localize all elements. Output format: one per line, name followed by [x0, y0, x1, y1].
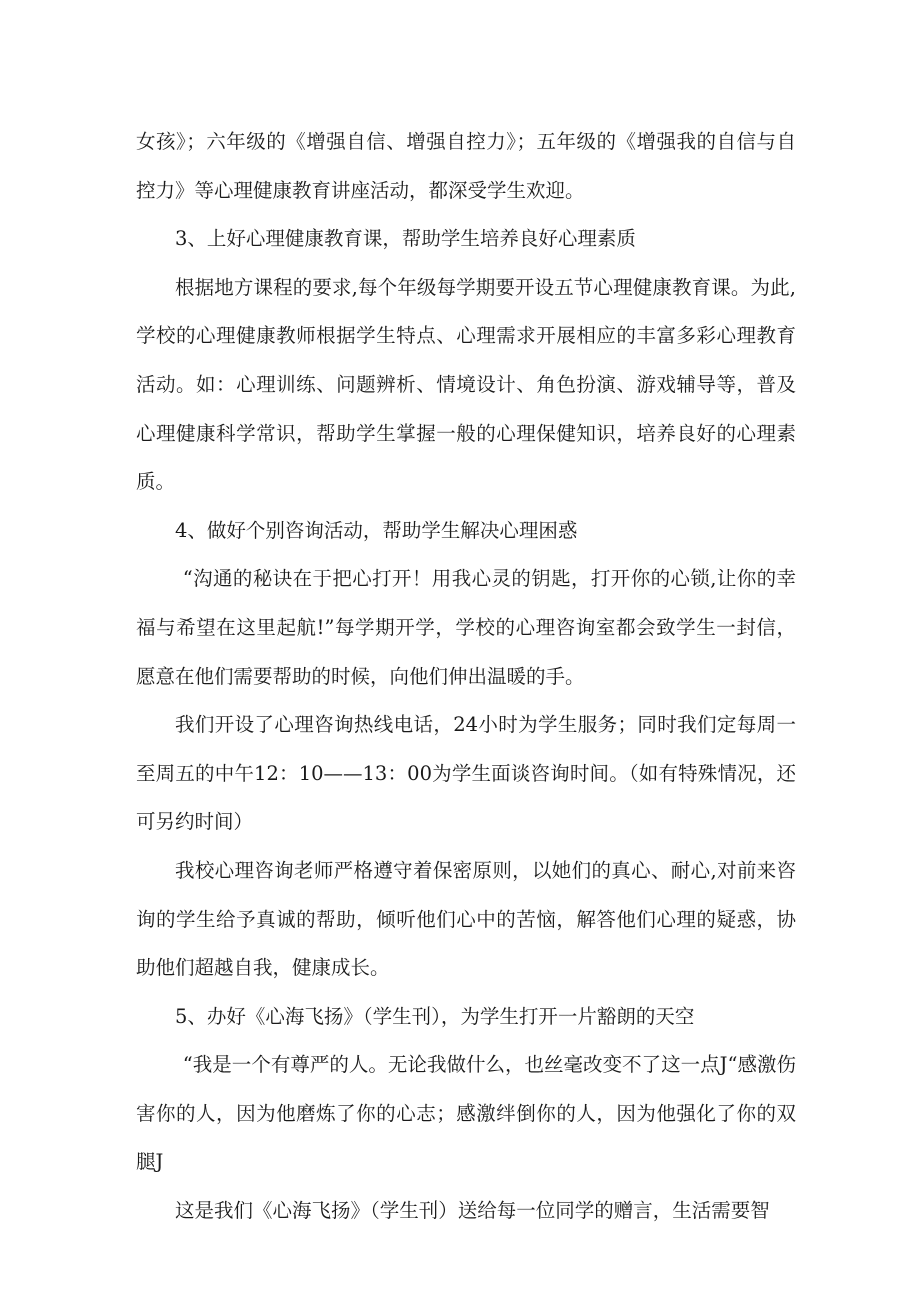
paragraph-lecture-activities: 女孩》；六年级的《增强自信、增强自控力》；五年级的《增强我的自信与自控力》等心理健康教育讲座活动，都深受学生欢迎。 — [136, 130, 796, 202]
paragraph-hotline: 我们开设了心理咨询热线电话，24小时为学生服务；同时我们定每周一至周五的中午12：10——13：00为学生面谈咨询时间。（如有特殊情况，还可另约时间） — [136, 713, 796, 834]
paragraph-communication-quote: “沟通的秘诀在于把心打开！用我心灵的钥匙，打开你的心锁,让你的幸福与希望在这里起航!”每学期开学，学校的心理咨询室都会致学生一封信，愿意在他们需要帮助的时候，向他们伸出温暖的手。 — [136, 567, 796, 688]
paragraph-dignity-quote: “我是一个有尊严的人。无论我做什么，也丝毫改变不了这一点J“感激伤害你的人，因为他磨炼了你的心志；感激绊倒你的人，因为他强化了你的双腿J — [136, 1053, 796, 1174]
paragraph-confidentiality: 我校心理咨询老师严格遵守着保密原则，以她们的真心、耐心,对前来咨询的学生给予真诚的帮助，倾听他们心中的苦恼，解答他们心理的疑惑，协助他们超越自我，健康成长。 — [136, 858, 796, 980]
heading-item-5: 5、办好《心海飞扬》（学生刊），为学生打开一片豁朗的天空 — [175, 1004, 695, 1028]
heading-item-4: 4、做好个别咨询活动，帮助学生解决心理困惑 — [175, 518, 578, 542]
paragraph-magazine-gift: 这是我们《心海飞扬》（学生刊）送给每一位同学的赠言，生活需要智 — [175, 1199, 770, 1223]
document-body — [136, 118, 796, 1236]
paragraph-curriculum: 根据地方课程的要求,每个年级每学期要开设五节心理健康教育课。为此,学校的心理健康教师根据学生特点、心理需求开展相应的丰富多彩心理教育活动。如：心理训练、问题辨析、情境设计、角色扮演、游戏辅导等，普及心理健康科学常识，帮助学生掌握一般的心理保健知识，培养良好的心理素质。 — [136, 275, 796, 494]
heading-item-3: 3、上好心理健康教育课，帮助学生培养良好心理素质 — [175, 227, 636, 251]
